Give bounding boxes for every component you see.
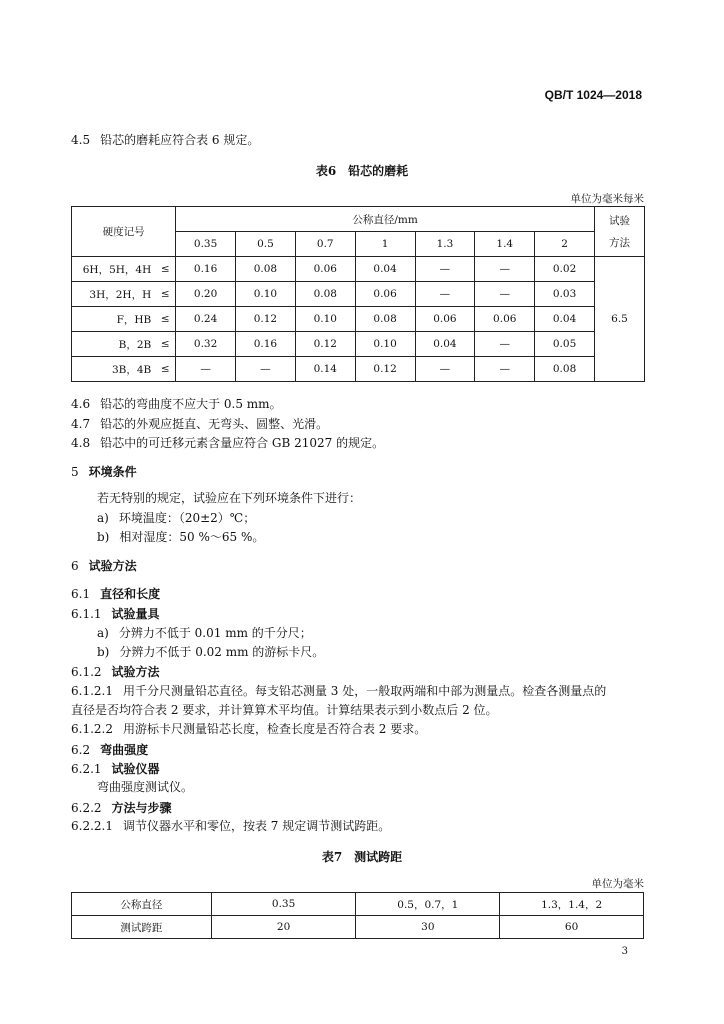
value-cell: — — [415, 357, 475, 382]
clause-4-8 — [71, 435, 384, 451]
clause-text: 铅芯的弯曲度不应大于 0.5 mm。 — [100, 397, 282, 411]
grade-header: 硬度记号 — [72, 207, 176, 257]
le-symbol: ≤ — [155, 257, 175, 282]
list-label: a) — [97, 511, 109, 525]
value-cell: 0.04 — [535, 307, 595, 332]
value-cell: 0.06 — [475, 307, 535, 332]
list-text: 环境温度：（20±2）℃； — [118, 511, 256, 525]
value-cell: 0.08 — [355, 307, 415, 332]
diameter-cell: 2 — [535, 232, 595, 257]
section-6-2-1-heading — [71, 760, 160, 777]
value-cell: 0.05 — [535, 332, 595, 357]
clause-6-1-2-2 — [71, 721, 426, 737]
section-number: 6.2.2 — [71, 801, 102, 815]
grade-cell: 3H，2H，H — [72, 282, 156, 307]
value-cell: 0.06 — [355, 282, 415, 307]
value-cell: 0.04 — [415, 332, 475, 357]
value-cell: — — [415, 282, 475, 307]
section-title: 试验方法 — [88, 559, 137, 573]
value-cell: 0.04 — [355, 257, 415, 282]
section-5-intro: 若无特别的规定，试验应在下列环境条件下进行： — [97, 491, 362, 505]
value-cell: — — [475, 257, 535, 282]
clause-6-1-2-1-continued: 直径是否均符合表 2 要求，并计算算术平均值。计算结果表示到小数点后 2 位。 — [71, 703, 498, 717]
clause-number: 4.7 — [71, 417, 91, 431]
section-6-1-2-heading — [71, 663, 160, 680]
section-title: 试验量具 — [111, 607, 160, 621]
value-cell: 60 — [500, 916, 644, 939]
clause-text: 铅芯中的可迁移元素含量应符合 GB 21027 的规定。 — [100, 436, 385, 450]
method-value: 6.5 — [594, 257, 644, 382]
clause-text: 调节仪器水平和零位，按表 7 规定调节测试跨距。 — [122, 819, 391, 833]
section-title: 弯曲强度 — [100, 743, 149, 757]
value-cell: 0.5，0.7，1 — [356, 893, 500, 916]
section-title: 方法与步骤 — [111, 801, 172, 815]
section-6-1-1-heading — [71, 605, 160, 622]
list-item — [97, 644, 324, 660]
le-symbol: ≤ — [155, 282, 175, 307]
value-cell: — — [475, 282, 535, 307]
value-cell: 0.12 — [236, 307, 296, 332]
span-table — [71, 892, 644, 939]
value-cell: 30 — [356, 916, 500, 939]
clause-6-2-2-1 — [71, 818, 390, 834]
value-cell: 0.03 — [535, 282, 595, 307]
table-row — [72, 307, 645, 332]
diameter-cell: 0.7 — [295, 232, 355, 257]
clause-4-5 — [71, 132, 259, 148]
value-cell: 0.35 — [211, 893, 356, 916]
clause-4-7 — [71, 416, 328, 432]
clause-number: 4.6 — [71, 397, 91, 411]
value-cell: 0.10 — [295, 307, 355, 332]
le-symbol: ≤ — [155, 307, 175, 332]
value-cell: 0.12 — [355, 357, 415, 382]
clause-text: 铅芯的外观应挺直、无弯头、圆整、光滑。 — [100, 417, 329, 431]
list-label: a) — [97, 626, 109, 640]
value-cell: 0.10 — [355, 332, 415, 357]
value-cell: — — [475, 332, 535, 357]
value-cell: 0.10 — [236, 282, 296, 307]
section-5-heading — [71, 463, 137, 480]
le-symbol: ≤ — [155, 332, 175, 357]
clause-number: 4.8 — [71, 436, 91, 450]
value-cell: 0.16 — [236, 332, 296, 357]
section-number: 6 — [71, 559, 79, 573]
value-cell: 0.08 — [236, 257, 296, 282]
value-cell: — — [415, 257, 475, 282]
table7-caption: 表7 测试跨距 — [321, 850, 403, 864]
list-label: b) — [97, 530, 110, 544]
value-cell: 0.02 — [535, 257, 595, 282]
clause-number: 6.1.2.2 — [71, 722, 113, 736]
list-text: 相对湿度：50 %～65 %。 — [119, 530, 265, 544]
value-cell: 0.14 — [295, 357, 355, 382]
table-row — [72, 893, 644, 916]
page-number: 3 — [621, 946, 628, 957]
clause-6-1-2-1 — [71, 683, 606, 699]
table-row — [72, 332, 645, 357]
table-row — [72, 916, 644, 939]
grade-cell: B，2B — [72, 332, 156, 357]
row-label: 测试跨距 — [72, 916, 212, 939]
section-number: 6.1 — [71, 587, 91, 601]
method-header: 试验方法 — [594, 207, 644, 257]
diameter-cell: 1.4 — [475, 232, 535, 257]
clause-text: 铅芯的磨耗应符合表 6 规定。 — [100, 133, 260, 147]
list-item — [97, 625, 312, 641]
section-6-1-heading — [71, 585, 160, 602]
section-6-2-heading — [71, 741, 148, 758]
table6-caption: 表6 铅芯的磨耗 — [315, 164, 409, 178]
value-cell: — — [176, 357, 236, 382]
list-item — [97, 529, 264, 545]
diameter-cell: 1.3 — [415, 232, 475, 257]
value-cell: — — [236, 357, 296, 382]
clause-text: 用千分尺测量铅芯直径。每支铅芯测量 3 处，一般取两端和中部为测量点。检查各测量点的 — [122, 684, 607, 698]
section-number: 6.2.1 — [71, 762, 102, 776]
value-cell: 0.16 — [176, 257, 236, 282]
clause-text: 用游标卡尺测量铅芯长度，检查长度是否符合表 2 要求。 — [122, 722, 427, 736]
row-label: 公称直径 — [72, 893, 212, 916]
list-item — [97, 510, 255, 526]
clause-4-6 — [71, 396, 282, 412]
value-cell: 0.06 — [295, 257, 355, 282]
table-row — [72, 257, 645, 282]
value-cell: 1.3，1.4，2 — [500, 893, 644, 916]
value-cell: 0.08 — [535, 357, 595, 382]
clause-number: 6.2.2.1 — [71, 819, 113, 833]
value-cell: 0.06 — [415, 307, 475, 332]
value-cell: — — [475, 357, 535, 382]
diameter-cell: 0.35 — [176, 232, 236, 257]
diameter-cell: 1 — [355, 232, 415, 257]
clause-number: 4.5 — [71, 133, 91, 147]
table-row — [72, 357, 645, 382]
list-text: 分辨力不低于 0.02 mm 的游标卡尺。 — [119, 645, 325, 659]
section-number: 5 — [71, 465, 79, 479]
value-cell: 0.24 — [176, 307, 236, 332]
value-cell: 0.12 — [295, 332, 355, 357]
grade-cell: 6H，5H，4H — [72, 257, 156, 282]
section-number: 6.1.2 — [71, 665, 102, 679]
list-label: b) — [97, 645, 110, 659]
list-text: 分辨力不低于 0.01 mm 的千分尺； — [118, 626, 312, 640]
clause-number: 6.1.2.1 — [71, 684, 113, 698]
diameter-header: 公称直径/mm — [176, 207, 595, 232]
section-6-2-2-heading — [71, 799, 172, 816]
section-number: 6.2 — [71, 743, 91, 757]
value-cell: 0.20 — [176, 282, 236, 307]
standard-number: QB/T 1024—2018 — [544, 88, 642, 102]
value-cell: 0.08 — [295, 282, 355, 307]
section-number: 6.1.1 — [71, 607, 102, 621]
table-row — [72, 282, 645, 307]
section-title: 试验方法 — [111, 665, 160, 679]
section-title: 直径和长度 — [100, 587, 161, 601]
table7-unit: 单位为毫米 — [591, 878, 644, 890]
section-6-heading — [71, 557, 137, 574]
grade-cell: F，HB — [72, 307, 156, 332]
section-6-2-1-text: 弯曲强度测试仪。 — [97, 780, 194, 794]
grade-cell: 3B，4B — [72, 357, 156, 382]
wear-table — [71, 206, 645, 382]
section-title: 试验仪器 — [111, 762, 160, 776]
value-cell: 20 — [211, 916, 356, 939]
table6-unit: 单位为毫米每米 — [570, 193, 644, 205]
value-cell: 0.32 — [176, 332, 236, 357]
diameter-cell: 0.5 — [236, 232, 296, 257]
section-title: 环境条件 — [88, 465, 137, 479]
le-symbol: ≤ — [155, 357, 175, 382]
